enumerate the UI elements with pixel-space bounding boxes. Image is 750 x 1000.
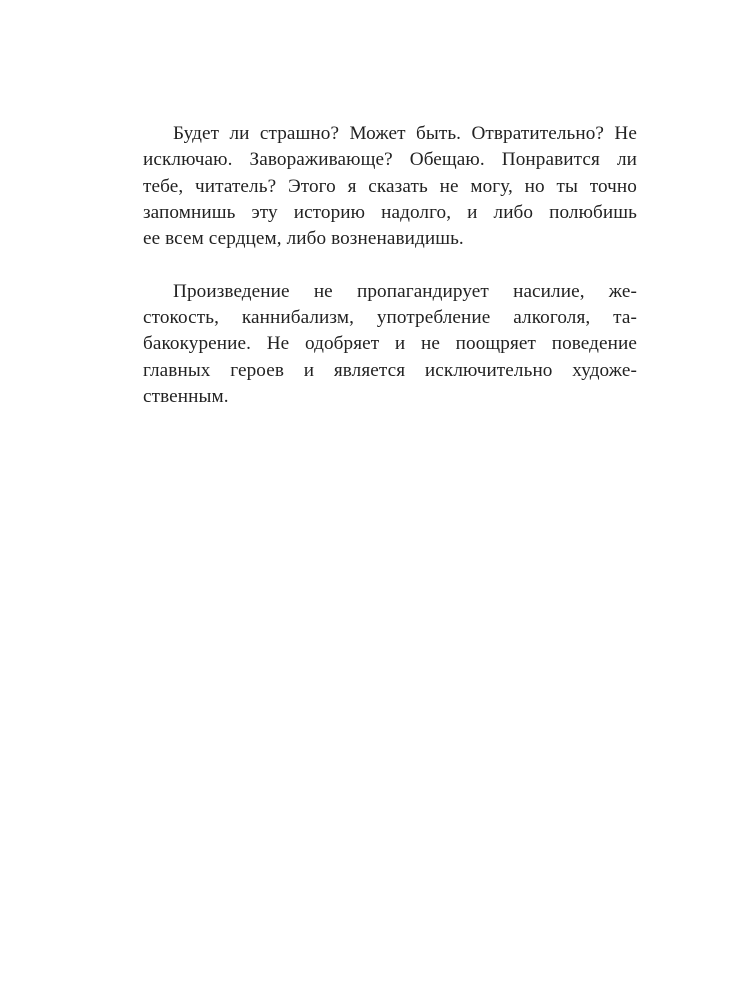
text-line: главных героев и является исключительно художе- [143, 359, 637, 381]
body-text [143, 121, 637, 410]
text-line: ее всем сердцем, либо возненавидишь. [143, 228, 464, 250]
text-line: Произведение не пропагандирует насилие, же- [173, 280, 637, 302]
text-line: исключаю. Завораживающе? Обещаю. Понравится ли [143, 149, 637, 171]
text-line: бакокурение. Не одобряет и не поощряет поведение [143, 333, 637, 355]
text-line: запомнишь эту историю надолго, и либо полюбишь [143, 201, 637, 223]
text-line: ственным. [143, 385, 229, 407]
paragraph-1 [143, 121, 637, 252]
paragraph-gap [143, 252, 637, 278]
text-line: стокость, каннибализм, употребление алкоголя, та- [143, 307, 637, 329]
text-line: Будет ли страшно? Может быть. Отвратительно? Не [173, 123, 637, 144]
text-line: тебе, читатель? Этого я сказать не могу, но ты точно [143, 175, 637, 197]
paragraph-2 [143, 279, 637, 410]
